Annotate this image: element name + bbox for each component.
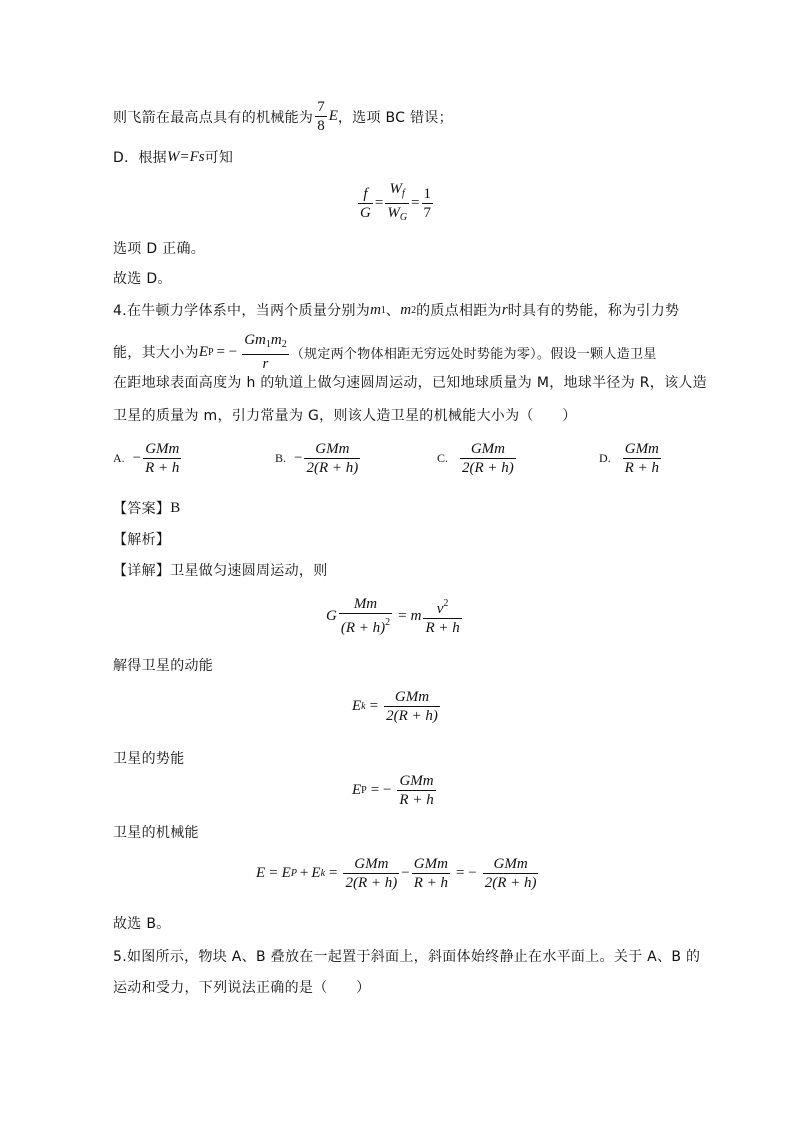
line-d-correct: 选项 D 正确。 <box>113 241 206 257</box>
equation-gravity-centripetal: G $\frac{Mm}{(R + h)^2}$ = m $\frac{v^2}{R + h}$ <box>326 596 460 636</box>
line-option-d: D．根据 W=Fs 可知 <box>113 148 234 166</box>
question-4-line2: 能，其大小为 E P = − $\frac{Gm_1m_2}{r}$ （规定两个物体相距无穷远处时势能为零）。假设一颗人造卫星 <box>113 332 657 372</box>
detail-line: 【详解】 卫星做匀速圆周运动，则 <box>113 563 328 579</box>
text-mechanical: 卫星的机械能 <box>113 825 199 841</box>
question-4-line1: 4.在牛顿力学体系中，当两个质量分别为 m 1 、 m 2 的质点相距为 r 时具有的势能，称为引力势 <box>113 301 680 319</box>
text-potential: 卫星的势能 <box>113 751 185 767</box>
equation-mechanical-energy: E = E P + E k = $\frac{\text{GMm}}{2(R + h)}$ − $\frac{\text{GMm}}{R + h}$ = − $\frac{\text{GMm}}{2(R + h)}$ <box>256 856 537 891</box>
option-c[interactable]: C. $\frac{\text{GMm}}{2(R + h)}$ <box>437 441 514 476</box>
fraction: $\frac{7}{8}$ <box>317 99 325 134</box>
option-b[interactable]: B. − $\frac{\text{GMm}}{2(R + h)}$ <box>275 441 359 476</box>
question-4-line3: 在距地球表面高度为 h 的轨道上做匀速圆周运动，已知地球质量为 M，地球半径为 R，该人造 <box>113 375 707 391</box>
answer-line <box>113 498 180 518</box>
text: 则飞箭在最高点具有的机械能为 <box>113 109 314 126</box>
question-5-line2: 运动和受力，下列说法正确的是（ ） <box>113 980 371 996</box>
text-kinetic: 解得卫星的动能 <box>113 658 214 674</box>
line-choose-b: 故选 B。 <box>113 916 171 932</box>
answer-value: B <box>170 499 181 516</box>
option-a[interactable]: A. − $\frac{\text{GMm}}{R + h}$ <box>113 441 180 476</box>
answer-tag: 【答案】 <box>113 501 171 517</box>
equation-f-over-g: $\frac{f}{G}$ = $\frac{W_f}{W_G}$ = $\frac{1}{7}$ <box>360 181 432 223</box>
line-choose-d: 故选 D。 <box>113 271 172 287</box>
equation-potential-energy: E P = − $\frac{\text{GMm}}{R + h}$ <box>352 773 434 808</box>
line-mechanical-energy: 则飞箭在最高点具有的机械能为 $\frac{7}{8}$ E ，选项 BC 错误； <box>113 99 453 134</box>
question-5-line1: 5.如图所示，物块 A、B 叠放在一起置于斜面上，斜面体始终静止在水平面上。关于 A、B 的 <box>113 949 701 965</box>
option-d[interactable]: D. $\frac{\text{GMm}}{R + h}$ <box>599 441 659 476</box>
potential-fraction: $\frac{Gm_1m_2}{r}$ <box>244 332 287 372</box>
analysis-tag: 【解析】 <box>113 532 171 548</box>
question-4-line4: 卫星的质量为 m，引力常量为 G，则该人造卫星的机械能大小为（ ） <box>113 408 577 424</box>
equation-kinetic-energy: E k = $\frac{\text{GMm}}{2(R + h)}$ <box>352 689 438 724</box>
